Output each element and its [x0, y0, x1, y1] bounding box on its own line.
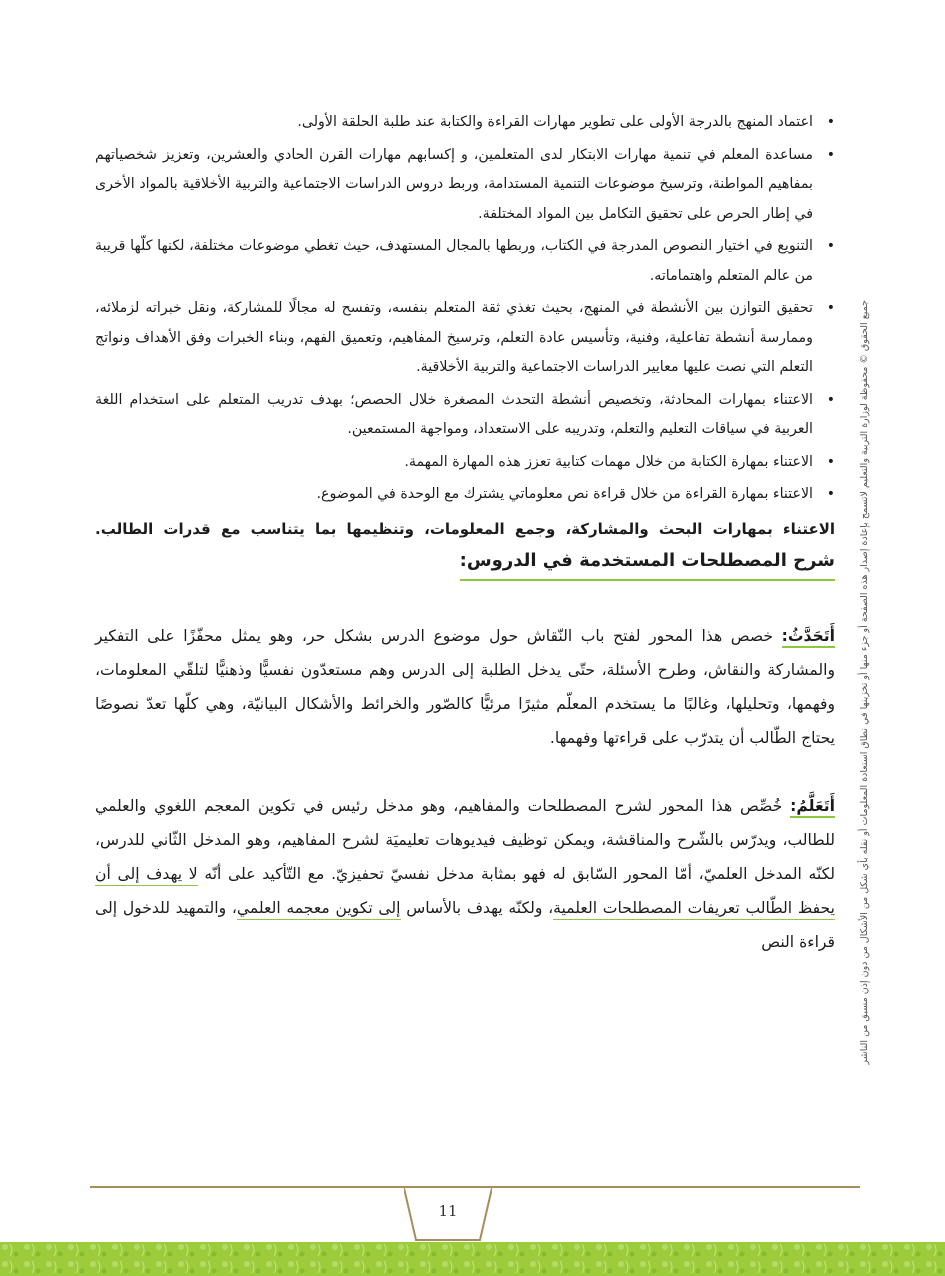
list-item: • تحقيق التوازن بين الأنشطة في المنهج، بحيث تغذي ثقة المتعلم بنفسه، وتفسح له مجالًا للمشاركة، ونقل خبراته لزملائه، وممارسة أنشطة تفاعلية، وفنية، وتأسيس عادة التعلم، وترسيخ المفاهيم، وتعميق الفهم، وبناء الخبرات وفق الأهداف ونواتج التعلم التي نصت عليها معايير الدراسات الاجتماعية والتربية الأخلاقية. [95, 294, 813, 383]
page-content [95, 108, 835, 959]
research-paragraph: الاعتناء بمهارات البحث والمشاركة، وجمع المعلومات، وتنظيمها بما يتناسب مع قدرات الطالب. [95, 519, 835, 538]
talk-paragraph [95, 619, 835, 755]
copyright-side-note: جميع الحقوق © محفوظة لوزارة التربية والتعليم لاتسمح بإعادة إصدار هذه الصفحة أو جزء منها أو تخزينها في نطاق استعادة المعلومات أو نقله بأي شكل من الأشكال من دون إذن مسبق من الناشر [859, 300, 870, 1065]
talk-text: خصص هذا المحور لفتح باب النّقاش حول موضوع الدرس بشكل حر، وهو يمثل محفّزًا على التفكير والمشاركة والنقاش، وطرح الأسئلة، حتّى يدخل الطلبة إلى الدرس وهم مستعدّون نفسيًّا وذهنيًّا لتلقّي المعلومات، وفهمها، وتحليلها، وغالبًا ما يستخدم المعلّم مثيرًا مرئيًّا كالصّور والخرائط والأشكال البيانيّة، وهي كلّها تعدّ نصوصًا يحتاج الطّالب أن يتدرّب على قراءتها وفهمها. [95, 626, 835, 747]
learn-highlight-2: إلى تكوين معجمه العلمي [237, 899, 401, 920]
learn-term: أَتَعَلَّمُ: [790, 797, 835, 818]
list-item: • مساعدة المعلم في تنمية مهارات الابتكار لدى المتعلمين، و إكسابهم مهارات القرن الحادي والعشرين، وتعزيز شخصياتهم بمفاهيم المواطنة، وترسيخ موضوعات التنمية المستدامة، وربط دروس الدراسات الاجتماعية والتربية الأخلاقية بالمواد الأخرى في إطار الحرص على تحقيق التكامل بين المواد المختلفة. [95, 141, 813, 230]
page-number: 11 [438, 1202, 458, 1220]
list-item: • اعتماد المنهج بالدرجة الأولى على تطوير مهارات القراءة والكتابة عند طلبة الحلقة الأولى. [95, 108, 813, 138]
learn-paragraph [95, 789, 835, 959]
learn-text-b: ، ولكنّه يهدف بالأساس [400, 898, 554, 917]
learn-highlight-1: لا يهدف إلى أن يحفظ الطّالب تعريفات المصطلحات العلمية [95, 865, 835, 920]
talk-term: أَتَحَدَّثُ: [782, 627, 835, 648]
decorative-green-band [0, 1242, 945, 1276]
list-item: • الاعتناء بمهارات المحادثة، وتخصيص أنشطة التحدث المصغرة خلال الحصص؛ بهدف تدريب المتعلم على استخدام اللغة العربية في سياقات التعليم والتعلم، وتدريبه على الاستعداد، ومواجهة المستمعين. [95, 386, 813, 445]
list-item: • الاعتناء بمهارة الكتابة من خلال مهمات كتابية تعزز هذه المهارة المهمة. [95, 448, 813, 478]
list-item: • الاعتناء بمهارة القراءة من خلال قراءة نص معلوماتي يشترك مع الوحدة في الموضوع. [95, 480, 813, 510]
list-item: • التنويع في اختيار النصوص المدرجة في الكتاب، وربطها بالمجال المستهدف، حيث تغطي موضوعات مختلفة، لكنها كلّها قريبة من عالم المتعلم واهتماماته. [95, 232, 813, 291]
learn-text-c: ، والتمهيد للدخول إلى قراءة النص [95, 898, 835, 951]
features-list [95, 108, 835, 510]
section-title: شرح المصطلحات المستخدمة في الدروس: [460, 546, 835, 581]
learn-text-a: خُصِّص هذا المحور لشرح المصطلحات والمفاهيم، وهو مدخل رئيس في تكوين المعجم اللغوي والعلمي للطالب، ويدرّس بالشّرح والمناقشة، ويمكن توظيف فيديوهات تعليميَة لشرح المفاهيم، وهو المدخل الثّاني للدرس، لكنّه المدخل العلميّ، أمّا المحور السّابق له فهو بمثابة مدخل نفسيّ تحفيزيّ. مع التّأكيد على أنّه [95, 796, 835, 883]
